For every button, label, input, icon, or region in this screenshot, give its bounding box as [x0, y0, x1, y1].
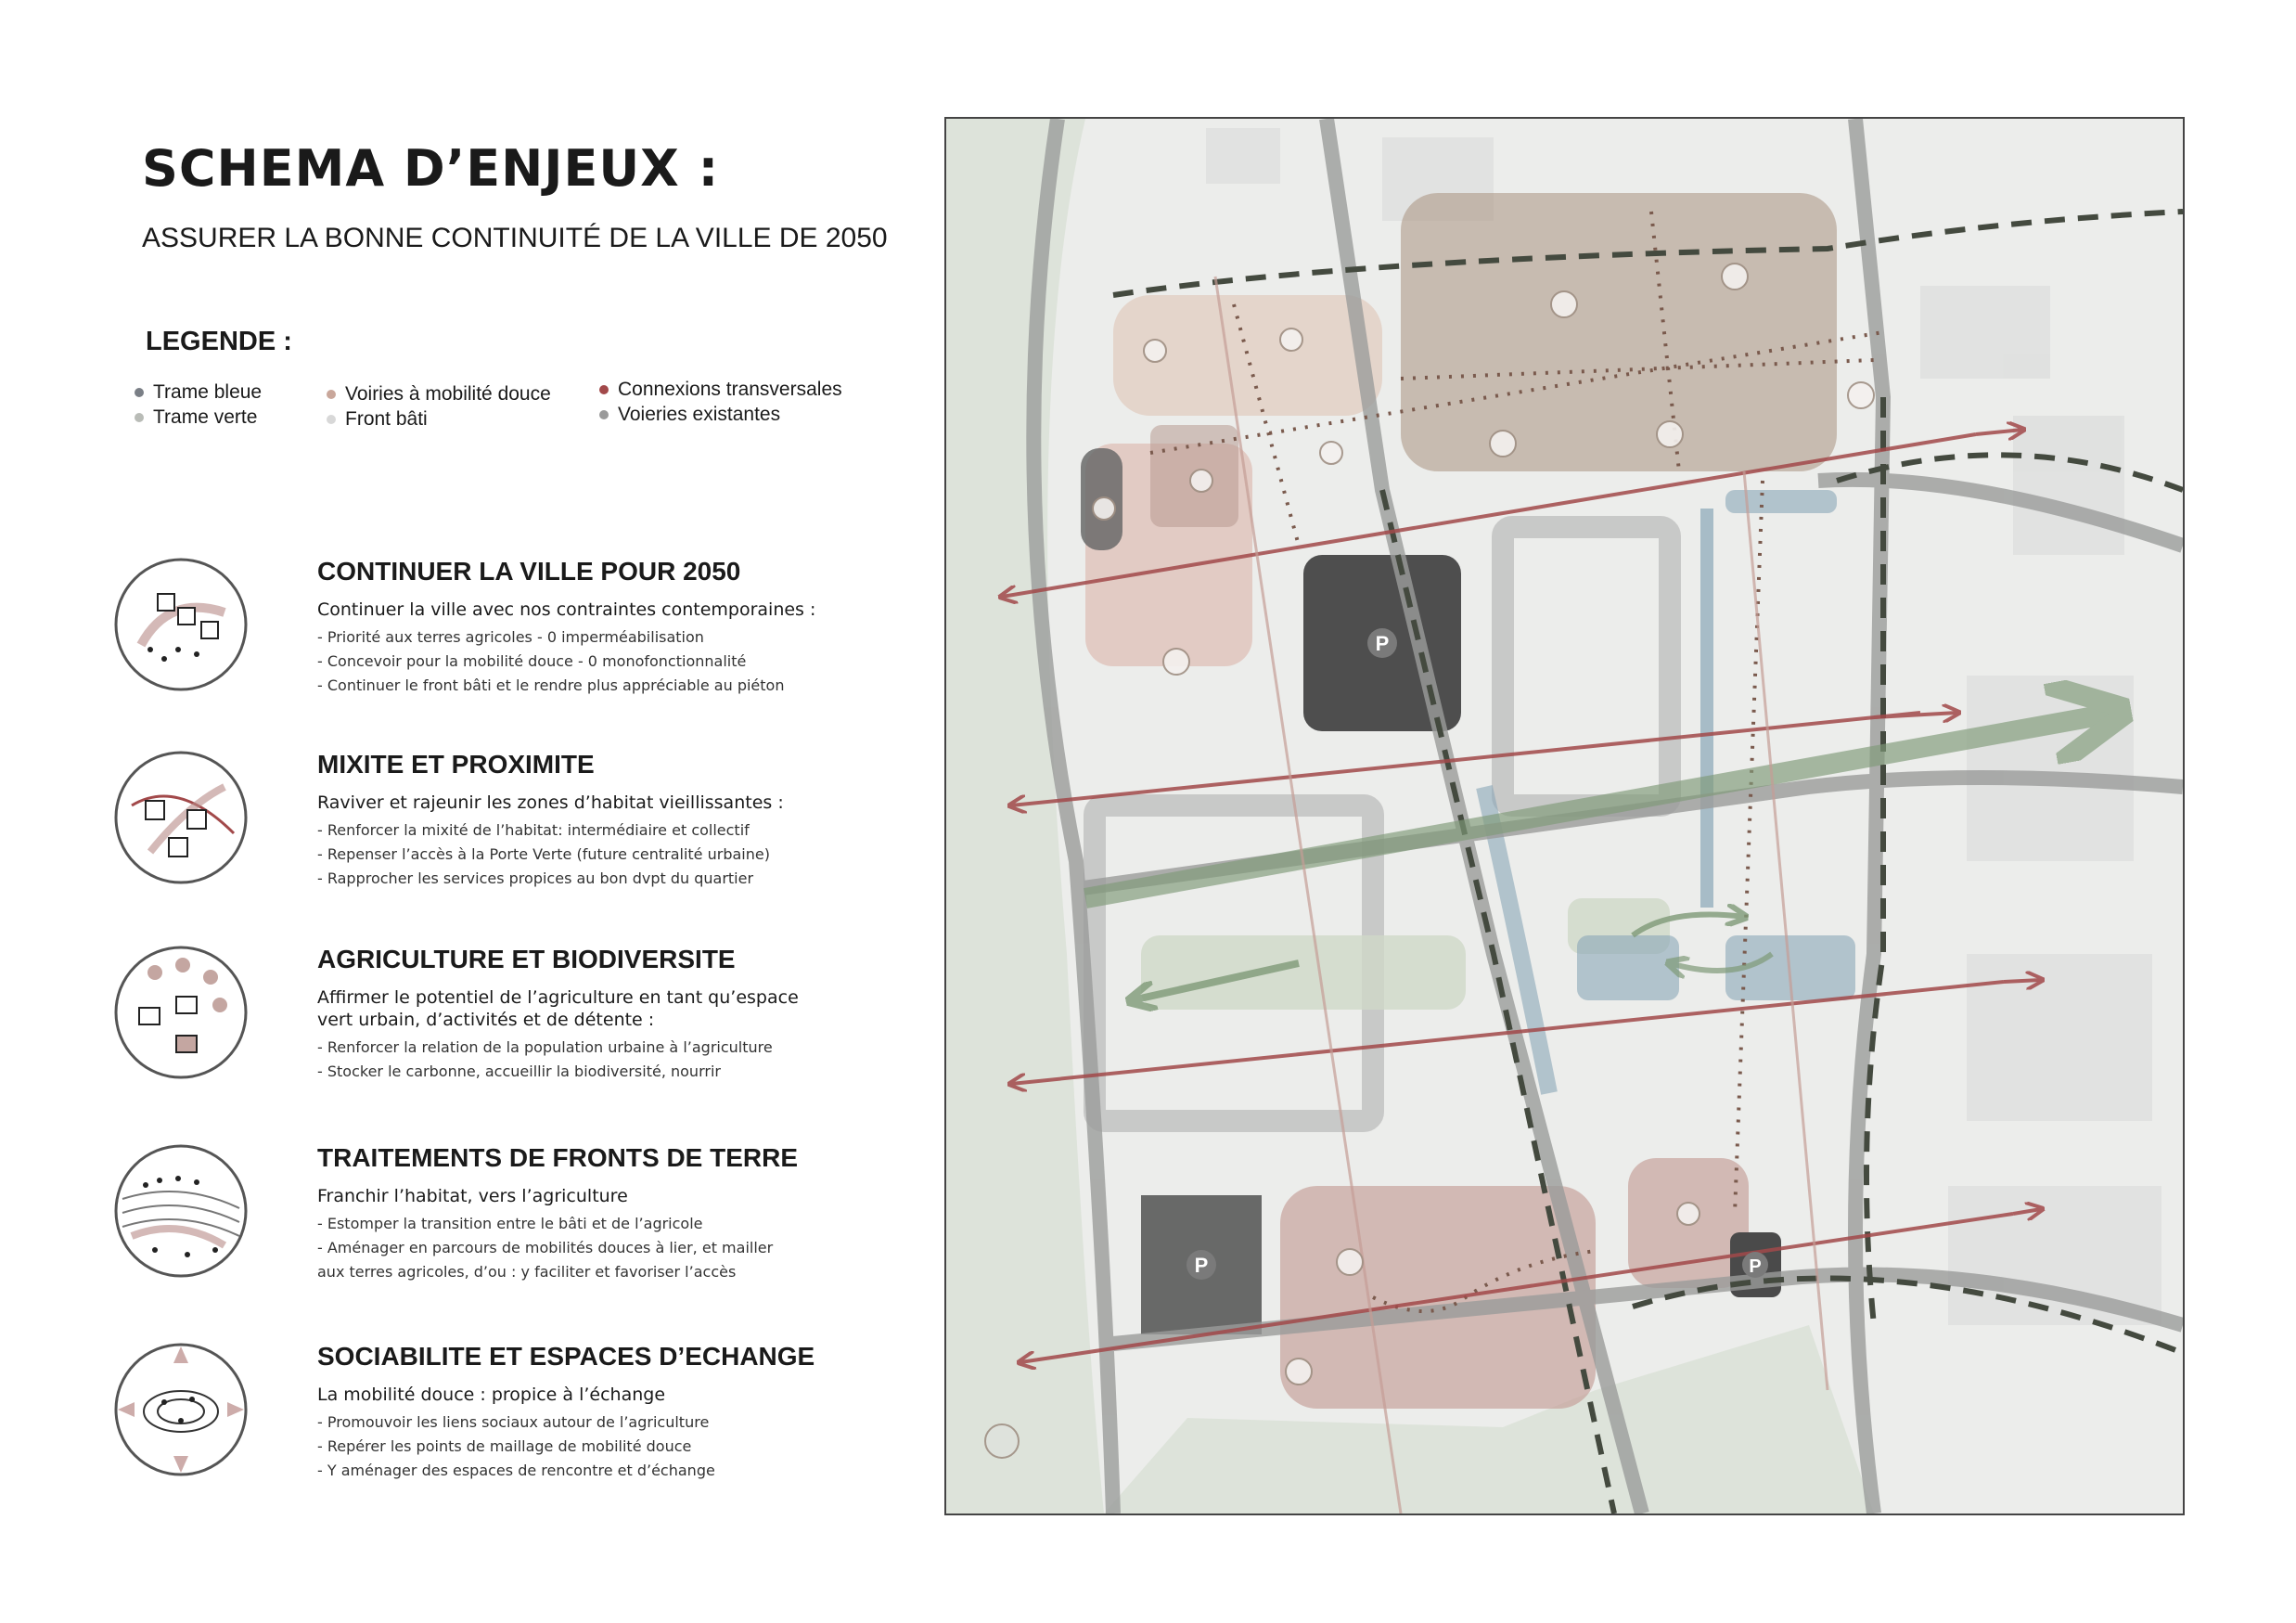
- residential-parking-icon: [1320, 442, 1342, 464]
- section-bullet: aux terres agricoles, d’ou : y faciliter et favoriser l’accès: [317, 1263, 737, 1281]
- section-lead: Franchir l’habitat, vers l’agriculture: [317, 1186, 628, 1206]
- plant-icon: [1657, 421, 1683, 447]
- section-bullet: - Estomper la transition entre le bâti et de l’agricole: [317, 1215, 703, 1232]
- shop-icon: [1722, 264, 1748, 290]
- legend-label: Trame verte: [153, 406, 258, 428]
- legend-item-connexions-transversales: [599, 379, 842, 401]
- section-heading: MIXITE ET PROXIMITE: [317, 750, 595, 779]
- section-agriculture-biodiversite: [111, 945, 853, 1112]
- section-bullet: - Stocker le carbonne, accueillir la biodiversité, nourrir: [317, 1063, 721, 1080]
- section-lead: Continuer la ville avec nos contraintes contemporaines :: [317, 599, 816, 620]
- legend-label: Voiries à mobilité douce: [345, 383, 551, 405]
- recycle-icon: [985, 1424, 1019, 1458]
- residential-parking-icon: [1144, 340, 1166, 362]
- farm-icon: [113, 945, 249, 1080]
- residential-parking-icon: [1280, 328, 1302, 351]
- section-lead: La mobilité douce : propice à l’échange: [317, 1385, 666, 1405]
- section-bullet: - Aménager en parcours de mobilités douces à lier, et mailler: [317, 1239, 774, 1256]
- section-heading: TRAITEMENTS DE FRONTS DE TERRE: [317, 1143, 799, 1172]
- legend-label: Trame bleue: [153, 381, 263, 403]
- parking-label: P: [1194, 1254, 1209, 1277]
- shop-icon: [1848, 382, 1874, 408]
- people-field-icon: [113, 1143, 249, 1279]
- water-basin-nord: [1725, 490, 1837, 513]
- page-subtitle: ASSURER LA BONNE CONTINUITÉ DE LA VILLE DE 2050: [142, 223, 888, 253]
- legend-item-voieries-existantes: [599, 404, 780, 426]
- book-icon: [1677, 1203, 1700, 1225]
- section-bullet: - Continuer le front bâti et le rendre plus appréciable au piéton: [317, 676, 785, 694]
- shop-icon: [1551, 291, 1577, 317]
- shop-icon: [1490, 431, 1516, 457]
- section-mixite-proximite: [111, 750, 853, 917]
- page-title: SCHEMA D’ENJEUX :: [142, 139, 720, 198]
- sport-icon: [1337, 1249, 1363, 1275]
- site-map-svg: [946, 119, 2183, 1514]
- section-sociabilite-espaces-echange: [111, 1342, 853, 1509]
- section-bullet: - Repérer les points de maillage de mobilité douce: [317, 1437, 692, 1455]
- section-heading: AGRICULTURE ET BIODIVERSITE: [317, 945, 736, 973]
- section-continuer-la-ville: [111, 557, 853, 724]
- legend-item-front-bati: [327, 408, 428, 431]
- legend-title: LEGENDE :: [146, 327, 292, 356]
- section-traitements-fronts-de-terre: [111, 1143, 853, 1310]
- section-bullet: - Renforcer la relation de la population urbaine à l’agriculture: [317, 1038, 773, 1056]
- sport-icon: [1286, 1359, 1312, 1385]
- section-lead: Affirmer le potentiel de l’agriculture en tant qu’espace: [317, 987, 799, 1008]
- section-bullet: - Rapprocher les services propices au bon dvpt du quartier: [317, 869, 754, 887]
- site-map: [944, 117, 2185, 1515]
- section-bullet: - Concevoir pour la mobilité douce - 0 monofonctionnalité: [317, 652, 747, 670]
- section-heading: CONTINUER LA VILLE POUR 2050: [317, 557, 741, 586]
- bus-icon: [1093, 497, 1115, 520]
- legend-swatch: [135, 413, 144, 422]
- legend-item-trame-bleue: [135, 381, 262, 404]
- legend-item-trame-verte: [135, 406, 257, 429]
- legend-swatch: [327, 415, 336, 424]
- legend-swatch: [599, 385, 609, 394]
- section-bullet: - Priorité aux terres agricoles - 0 imperméabilisation: [317, 628, 704, 646]
- legend-label: Voieries existantes: [618, 404, 781, 425]
- houses-icon: [113, 557, 249, 692]
- section-bullet: - Y aménager des espaces de rencontre et d’échange: [317, 1462, 715, 1479]
- section-lead: Raviver et rajeunir les zones d’habitat vieillissantes :: [317, 792, 784, 813]
- neighbourhood-icon: [113, 750, 249, 885]
- legend-label: Connexions transversales: [618, 379, 842, 400]
- legend-swatch: [327, 390, 336, 399]
- legend-label: Front bâti: [345, 408, 428, 430]
- legend-swatch: [599, 410, 609, 419]
- plant-icon: [1190, 470, 1212, 492]
- section-bullet: - Repenser l’accès à la Porte Verte (future centralité urbaine): [317, 845, 770, 863]
- parking-label: P: [1749, 1256, 1762, 1277]
- zone-commerces: [1401, 193, 1837, 471]
- legend-swatch: [135, 388, 144, 397]
- section-bullet: - Renforcer la mixité de l’habitat: intermédiaire et collectif: [317, 821, 750, 839]
- parking-label: P: [1375, 632, 1390, 655]
- water-basin-centre: [1577, 935, 1679, 1000]
- cart-icon: [1163, 649, 1189, 675]
- legend-item-voiries-mobilite-douce: [327, 383, 551, 406]
- section-bullet: - Promouvoir les liens sociaux autour de l’agriculture: [317, 1413, 710, 1431]
- gathering-icon: [113, 1342, 249, 1477]
- agri-field-ouest: [1141, 935, 1466, 1010]
- section-lead-continued: vert urbain, d’activités et de détente :: [317, 1010, 655, 1030]
- section-heading: SOCIABILITE ET ESPACES D’ECHANGE: [317, 1342, 815, 1371]
